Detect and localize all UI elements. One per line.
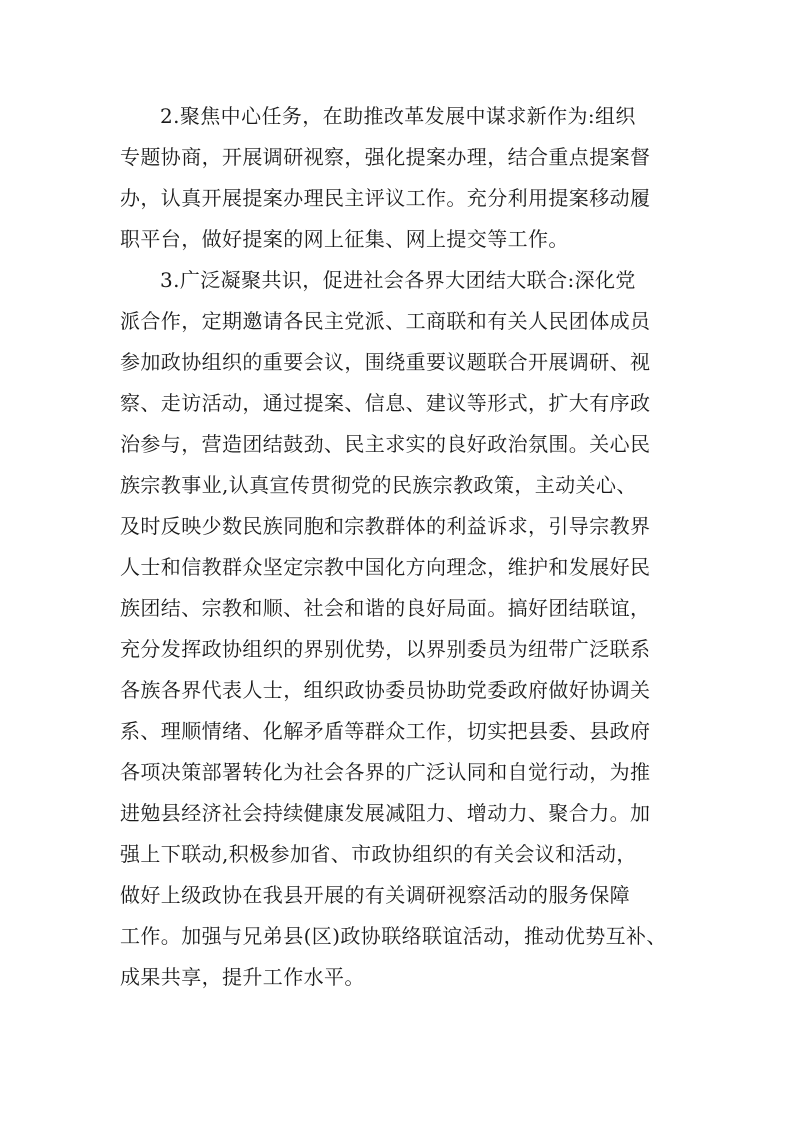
text-line: 强上下联动,积极参加省、市政协组织的有关会议和活动， bbox=[120, 842, 637, 866]
text-line: 成果共享，提升工作水平。 bbox=[120, 965, 365, 989]
text-line: 派合作，定期邀请各民主党派、工商联和有关人民团体成员 bbox=[120, 309, 651, 333]
text-line: 人士和信教群众坚定宗教中国化方向理念，维护和发展好民 bbox=[120, 555, 651, 579]
paragraph-3 bbox=[120, 260, 680, 998]
text-line: 各项决策部署转化为社会各界的广泛认同和自觉行动，为推 bbox=[120, 760, 651, 784]
text-line: 治参与，营造团结鼓劲、民主求实的良好政治氛围。关心民 bbox=[120, 432, 651, 456]
text-line: 参加政协组织的重要会议，围绕重要议题联合开展调研、视 bbox=[120, 350, 651, 374]
text-line: 充分发挥政协组织的界别优势，以界别委员为纽带广泛联系 bbox=[120, 637, 651, 661]
body-text bbox=[120, 96, 680, 998]
text-line: 职平台，做好提案的网上征集、网上提交等工作。 bbox=[120, 227, 569, 251]
text-line: 办，认真开展提案办理民主评议工作。充分利用提案移动履 bbox=[120, 186, 651, 210]
paragraph-2 bbox=[120, 96, 680, 260]
text-line: 进勉县经济社会持续健康发展减阻力、增动力、聚合力。加 bbox=[120, 801, 651, 825]
text-line: 专题协商，开展调研视察，强化提案办理，结合重点提案督 bbox=[120, 145, 651, 169]
text-line: 做好上级政协在我县开展的有关调研视察活动的服务保障 bbox=[120, 883, 630, 907]
text-line: 族宗教事业,认真宣传贯彻党的民族宗教政策，主动关心、 bbox=[120, 473, 637, 497]
text-line: 2.聚焦中心任务，在助推改革发展中谋求新作为:组织 bbox=[160, 104, 636, 128]
text-line: 系、理顺情绪、化解矛盾等群众工作，切实把县委、县政府 bbox=[120, 719, 651, 743]
text-line: 及时反映少数民族同胞和宗教群体的利益诉求，引导宗教界 bbox=[120, 514, 651, 538]
text-line: 族团结、宗教和顺、社会和谐的良好局面。搞好团结联谊， bbox=[120, 596, 651, 620]
text-line: 工作。加强与兄弟县(区)政协联络联谊活动，推动优势互补、 bbox=[120, 924, 667, 948]
text-line: 察、走访活动，通过提案、信息、建议等形式，扩大有序政 bbox=[120, 391, 651, 415]
text-line: 3.广泛凝聚共识，促进社会各界大团结大联合:深化党 bbox=[160, 268, 636, 292]
text-line: 各族各界代表人士，组织政协委员协助党委政府做好协调关 bbox=[120, 678, 651, 702]
